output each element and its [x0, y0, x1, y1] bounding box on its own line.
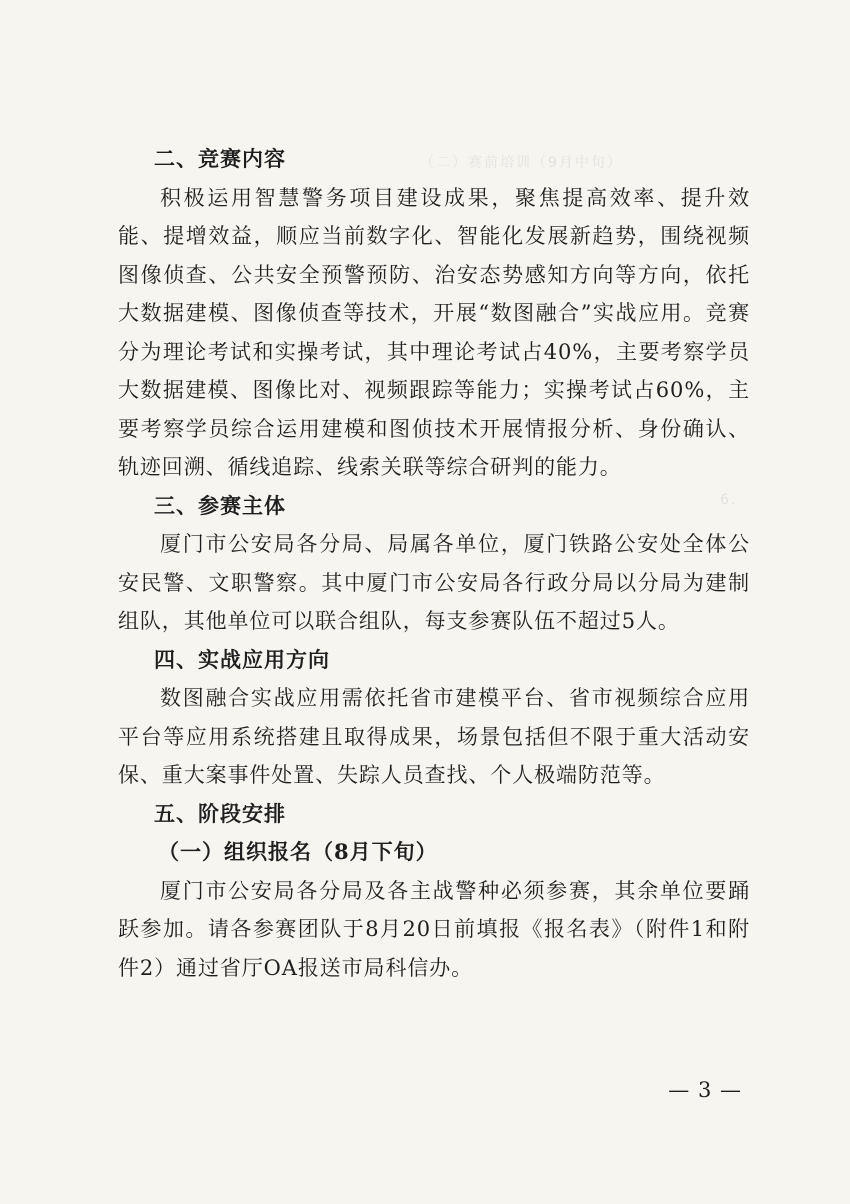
paragraph-application-direction: 数图融合实战应用需依托省市建模平台、省市视频综合应用平台等应用系统搭建且取得成果，场景包括但不限于重大活动安保、重大案事件处置、失踪人员查找、个人极端防范等。 [118, 686, 750, 787]
bleed-through-text: （二）赛前培训（9月中旬） [420, 155, 623, 171]
section-heading-competition-content: 二、竞赛内容 [154, 147, 286, 171]
section-heading-application-direction: 四、实战应用方向 [154, 647, 330, 672]
paragraph-participants: 厦门市公安局各分局、局属各单位，厦门铁路公安处全体公安民警、文职警察。其中厦门市公安局各行政分局以分局为建制组队，其他单位可以联合组队，每支参赛队伍不超过5人。 [118, 532, 750, 633]
bleed-through-text: 6. [720, 492, 738, 508]
subheading-registration: （一）组织报名（8月下旬） [158, 839, 438, 864]
paragraph-competition-content: 积极运用智慧警务项目建设成果，聚焦提高效率、提升效能、提增效益，顺应当前数字化、智能化发展新趋势，围绕视频图像侦查、公共安全预警预防、治安态势感知方向等方向，依托大数据建模、图像侦查等技术，开展“数图融合”实战应用。竞赛分为理论考试和实操考试，其中理论考试占40%，主要考察学员大数据建模、图像比对、视频跟踪等能力；实操考试占60%，主要考察学员综合运用建模和图侦技术开展情报分析、身份确认、轨迹回溯、循线追踪、线索关联等综合研判的能力。 [118, 185, 750, 479]
paragraph-registration: 厦门市公安局各分局及各主战警种必须参赛，其余单位要踊跃参加。请各参赛团队于8月20日前填报《报名表》（附件1和附件2）通过省厅OA报送市局科信办。 [118, 878, 750, 980]
section-heading-participants: 三、参赛主体 [154, 493, 286, 518]
document-body [118, 140, 750, 987]
section-heading-schedule: 五、阶段安排 [154, 801, 286, 826]
page-number: — 3 — [668, 1078, 742, 1102]
